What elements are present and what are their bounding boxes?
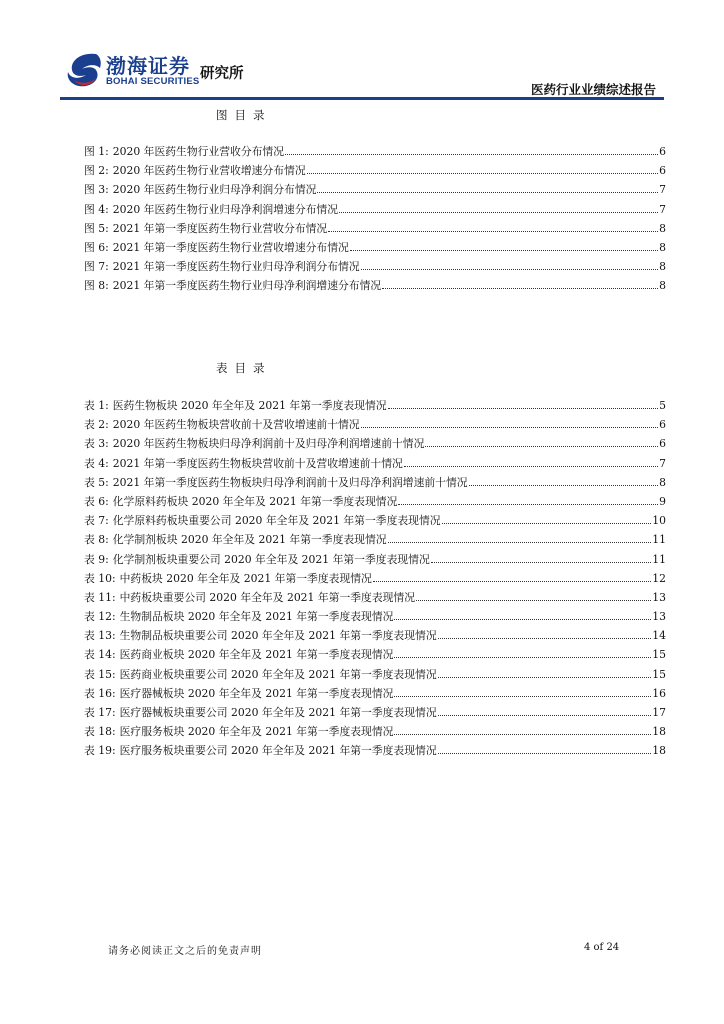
toc-leader-dots: [361, 269, 659, 270]
toc-entry-label: 表 17:: [84, 706, 116, 719]
toc-leader-dots: [431, 562, 651, 563]
toc-entry-label: 表 13:: [84, 629, 116, 643]
toc-entry-title: 化学原料药板块重要公司 2020 年全年及 2021 年第一季度表现情况: [112, 514, 441, 528]
toc-entry-page: 13: [652, 590, 666, 604]
table-toc-entry[interactable]: [84, 686, 666, 705]
toc-leader-dots: [388, 542, 652, 543]
figures-toc: [84, 144, 666, 298]
toc-entry-label: 表 18:: [84, 725, 116, 739]
toc-entry-title: 医疗器械板块重要公司 2020 年全年及 2021 年第一季度表现情况: [119, 706, 437, 719]
toc-entry-title: 生物制品板块重要公司 2020 年全年及 2021 年第一季度表现情况: [119, 629, 437, 643]
toc-entry-label: 表 9:: [84, 552, 109, 566]
toc-entry-label: 表 4:: [84, 456, 109, 470]
header-rule: [60, 97, 664, 100]
toc-leader-dots: [350, 250, 658, 251]
tables-toc: [84, 398, 666, 763]
toc-leader-dots: [438, 715, 652, 716]
table-toc-entry[interactable]: [84, 743, 666, 762]
toc-leader-dots: [388, 408, 659, 409]
toc-entry-label: 表 3:: [84, 437, 109, 451]
toc-entry-title: 2020 年医药生物行业营收分布情况: [112, 145, 285, 158]
toc-entry-label: 表 14:: [84, 648, 116, 662]
toc-entry-page: 16: [652, 686, 666, 700]
toc-entry-page: 6: [659, 145, 666, 158]
table-toc-entry[interactable]: [84, 590, 666, 609]
toc-entry-label: 表 19:: [84, 744, 116, 758]
figure-toc-entry[interactable]: [84, 240, 666, 259]
toc-entry-title: 2020 年医药生物行业归母净利润增速分布情况: [112, 202, 339, 216]
toc-entry-label: 表 8:: [84, 533, 109, 547]
toc-entry-page: 7: [659, 202, 666, 216]
toc-entry-title: 2020 年医药生物行业归母净利润分布情况: [112, 183, 317, 197]
toc-entry-page: 8: [659, 260, 666, 274]
toc-entry-label: 表 6:: [84, 494, 109, 508]
toc-entry-page: 6: [659, 418, 666, 432]
toc-entry-page: 18: [652, 725, 666, 739]
toc-leader-dots: [404, 466, 658, 467]
toc-entry-label: 表 5:: [84, 475, 109, 489]
toc-leader-dots: [394, 696, 651, 697]
toc-entry-page: 17: [652, 706, 666, 719]
toc-entry-title: 2020 年医药生物板块归母净利润前十及归母净利润增速前十情况: [112, 437, 425, 451]
toc-entry-title: 医疗服务板块 2020 年全年及 2021 年第一季度表现情况: [119, 725, 394, 739]
toc-entry-title: 中药板块 2020 年全年及 2021 年第一季度表现情况: [119, 571, 372, 585]
toc-entry-page: 6: [659, 437, 666, 451]
toc-entry-title: 2020 年医药生物行业营收增速分布情况: [112, 164, 306, 178]
toc-leader-dots: [416, 600, 651, 601]
toc-leader-dots: [438, 753, 652, 754]
toc-entry-page: 7: [659, 183, 666, 197]
toc-entry-title: 医药生物板块 2020 年全年及 2021 年第一季度表现情况: [112, 399, 387, 412]
table-toc-entry[interactable]: [84, 647, 666, 666]
table-toc-entry[interactable]: [84, 532, 666, 551]
tables-toc-title: 表目录: [216, 361, 272, 375]
table-toc-entry[interactable]: [84, 398, 666, 417]
table-toc-entry[interactable]: [84, 609, 666, 628]
figure-toc-entry[interactable]: [84, 202, 666, 221]
figure-toc-entry[interactable]: [84, 278, 666, 297]
toc-entry-label: 表 15:: [84, 667, 116, 681]
toc-leader-dots: [425, 446, 658, 447]
toc-entry-page: 18: [652, 744, 666, 758]
table-toc-entry[interactable]: [84, 494, 666, 513]
report-type: 医药行业业绩综述报告: [530, 82, 656, 97]
toc-entry-title: 2021 年第一季度医药生物行业营收增速分布情况: [112, 240, 349, 254]
table-toc-entry[interactable]: [84, 571, 666, 590]
brand-name-en: BOHAI SECURITIES: [106, 76, 200, 87]
toc-leader-dots: [438, 638, 652, 639]
toc-entry-title: 医疗器械板块 2020 年全年及 2021 年第一季度表现情况: [119, 686, 394, 700]
toc-entry-page: 13: [652, 610, 666, 624]
toc-entry-title: 生物制品板块 2020 年全年及 2021 年第一季度表现情况: [119, 610, 394, 624]
toc-entry-title: 2021 年第一季度医药生物行业归母净利润分布情况: [112, 260, 360, 274]
toc-leader-dots: [442, 523, 652, 524]
toc-leader-dots: [339, 212, 658, 213]
table-toc-entry[interactable]: [84, 456, 666, 475]
table-toc-entry[interactable]: [84, 417, 666, 436]
toc-leader-dots: [438, 677, 652, 678]
figure-toc-entry[interactable]: [84, 144, 666, 163]
toc-entry-page: 11: [652, 552, 666, 566]
toc-leader-dots: [373, 581, 651, 582]
table-toc-entry[interactable]: [84, 667, 666, 686]
toc-entry-page: 8: [659, 221, 666, 235]
toc-entry-title: 医药商业板块 2020 年全年及 2021 年第一季度表现情况: [119, 648, 394, 662]
toc-entry-label: 表 11:: [84, 590, 116, 604]
table-toc-entry[interactable]: [84, 628, 666, 647]
toc-leader-dots: [317, 192, 658, 193]
toc-leader-dots: [394, 734, 651, 735]
toc-entry-label: 图 8:: [84, 279, 109, 293]
toc-entry-title: 化学制剂板块 2020 年全年及 2021 年第一季度表现情况: [112, 533, 387, 547]
figure-toc-entry[interactable]: [84, 221, 666, 240]
figure-toc-entry[interactable]: [84, 182, 666, 201]
toc-entry-page: 15: [652, 648, 666, 662]
toc-entry-page: 5: [659, 399, 666, 412]
bohai-logo-icon: [66, 50, 102, 90]
toc-entry-page: 8: [659, 475, 666, 489]
toc-leader-dots: [398, 504, 658, 505]
toc-entry-page: 7: [659, 456, 666, 470]
institute-label: 研究所: [200, 66, 244, 82]
toc-entry-label: 图 3:: [84, 183, 109, 197]
toc-leader-dots: [394, 657, 651, 658]
toc-entry-title: 2021 年第一季度医药生物行业营收分布情况: [112, 221, 328, 235]
toc-leader-dots: [307, 173, 659, 174]
table-toc-entry[interactable]: [84, 552, 666, 571]
toc-leader-dots: [328, 231, 658, 232]
figure-toc-entry[interactable]: [84, 163, 666, 182]
toc-entry-label: 表 7:: [84, 514, 109, 528]
toc-entry-title: 2020 年医药生物板块营收前十及营收增速前十情况: [112, 418, 360, 432]
brand-name-cn: 渤海证券: [106, 54, 190, 78]
toc-entry-page: 8: [659, 240, 666, 254]
table-toc-entry[interactable]: [84, 724, 666, 743]
toc-entry-label: 图 6:: [84, 240, 109, 254]
toc-entry-label: 图 2:: [84, 164, 109, 178]
toc-entry-page: 10: [652, 514, 666, 528]
toc-entry-page: 12: [652, 571, 666, 585]
table-toc-entry[interactable]: [84, 436, 666, 455]
toc-leader-dots: [394, 619, 651, 620]
toc-entry-label: 表 12:: [84, 610, 116, 624]
table-toc-entry[interactable]: [84, 475, 666, 494]
table-toc-entry[interactable]: [84, 705, 666, 724]
toc-leader-dots: [285, 154, 658, 155]
toc-entry-page: 8: [659, 279, 666, 293]
toc-entry-title: 化学制剂板块重要公司 2020 年全年及 2021 年第一季度表现情况: [112, 552, 430, 566]
toc-entry-title: 化学原料药板块 2020 年全年及 2021 年第一季度表现情况: [112, 494, 398, 508]
page-number: 4 of 24: [584, 942, 620, 953]
footer-disclaimer: 请务必阅读正文之后的免责声明: [108, 946, 262, 957]
toc-entry-page: 6: [659, 164, 666, 178]
toc-entry-label: 表 1:: [84, 399, 109, 412]
toc-entry-page: 11: [652, 533, 666, 547]
toc-entry-page: 9: [659, 494, 666, 508]
toc-entry-label: 表 16:: [84, 686, 116, 700]
toc-entry-page: 15: [652, 667, 666, 681]
toc-entry-label: 图 4:: [84, 202, 109, 216]
toc-leader-dots: [382, 288, 658, 289]
toc-entry-title: 2021 年第一季度医药生物板块归母净利润前十及归母净利润增速前十情况: [112, 475, 468, 489]
toc-entry-title: 中药板块重要公司 2020 年全年及 2021 年第一季度表现情况: [119, 590, 416, 604]
toc-entry-title: 医疗服务板块重要公司 2020 年全年及 2021 年第一季度表现情况: [119, 744, 437, 758]
toc-entry-title: 2021 年第一季度医药生物行业归母净利润增速分布情况: [112, 279, 382, 293]
toc-entry-page: 14: [652, 629, 666, 643]
toc-entry-label: 图 7:: [84, 260, 109, 274]
table-toc-entry[interactable]: [84, 513, 666, 532]
toc-leader-dots: [361, 427, 659, 428]
toc-entry-label: 图 5:: [84, 221, 109, 235]
toc-entry-label: 表 10:: [84, 571, 116, 585]
toc-leader-dots: [469, 485, 659, 486]
figures-toc-title: 图目录: [216, 108, 272, 122]
figure-toc-entry[interactable]: [84, 259, 666, 278]
toc-entry-title: 医药商业板块重要公司 2020 年全年及 2021 年第一季度表现情况: [119, 667, 437, 681]
toc-entry-label: 图 1:: [84, 145, 109, 158]
toc-entry-label: 表 2:: [84, 418, 109, 432]
page-header: [0, 0, 724, 104]
toc-entry-title: 2021 年第一季度医药生物板块营收前十及营收增速前十情况: [112, 456, 403, 470]
